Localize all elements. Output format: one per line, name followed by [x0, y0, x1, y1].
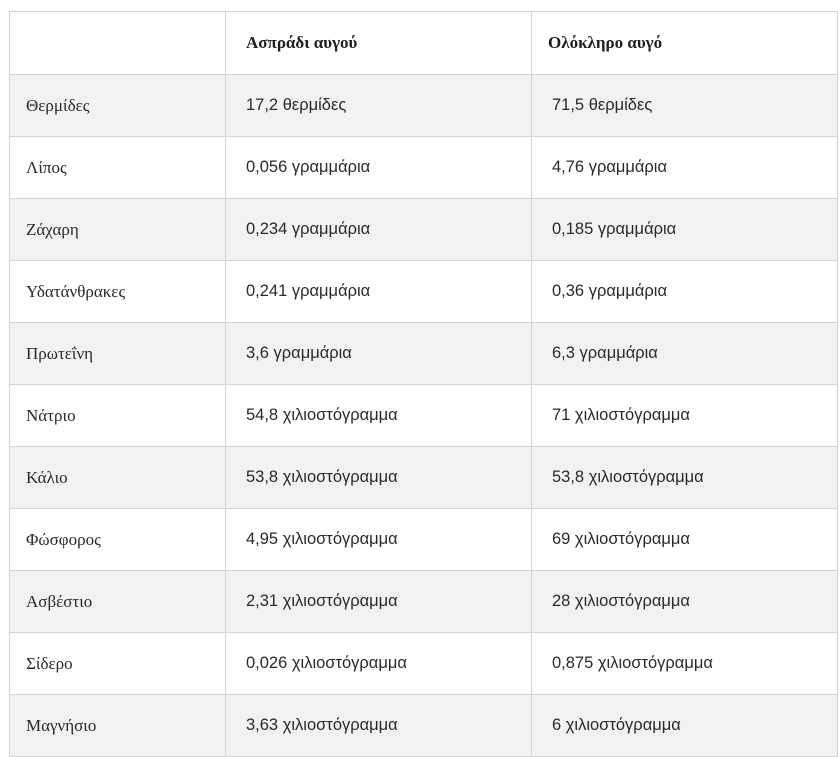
egg-white-value-cell: 17,2 θερμίδες [226, 75, 532, 137]
whole-egg-value-cell: 6,3 γραμμάρια [532, 323, 838, 385]
table-header-row [10, 12, 838, 75]
nutrition-comparison-table-wrapper [9, 11, 837, 751]
whole-egg-value-cell: 53,8 χιλιοστόγραμμα [532, 447, 838, 509]
table-row [10, 695, 838, 757]
nutrient-name-cell: Ζάχαρη [10, 199, 226, 261]
nutrition-comparison-table [9, 11, 838, 757]
whole-egg-value-cell: 4,76 γραμμάρια [532, 137, 838, 199]
whole-egg-value-cell: 28 χιλιοστόγραμμα [532, 571, 838, 633]
header-whole-egg: Ολόκληρο αυγό [532, 12, 838, 75]
whole-egg-value-cell: 71,5 θερμίδες [532, 75, 838, 137]
egg-white-value-cell: 0,056 γραμμάρια [226, 137, 532, 199]
whole-egg-value-cell: 69 χιλιοστόγραμμα [532, 509, 838, 571]
nutrient-name-cell: Σίδερο [10, 633, 226, 695]
whole-egg-value-cell: 6 χιλιοστόγραμμα [532, 695, 838, 757]
nutrient-name-cell: Νάτριο [10, 385, 226, 447]
egg-white-value-cell: 54,8 χιλιοστόγραμμα [226, 385, 532, 447]
table-row [10, 447, 838, 509]
table-row [10, 75, 838, 137]
whole-egg-value-cell: 71 χιλιοστόγραμμα [532, 385, 838, 447]
whole-egg-value-cell: 0,36 γραμμάρια [532, 261, 838, 323]
egg-white-value-cell: 0,026 χιλιοστόγραμμα [226, 633, 532, 695]
table-row [10, 261, 838, 323]
egg-white-value-cell: 3,6 γραμμάρια [226, 323, 532, 385]
whole-egg-value-cell: 0,185 γραμμάρια [532, 199, 838, 261]
nutrient-name-cell: Λίπος [10, 137, 226, 199]
nutrient-name-cell: Ασβέστιο [10, 571, 226, 633]
egg-white-value-cell: 0,234 γραμμάρια [226, 199, 532, 261]
nutrient-name-cell: Πρωτεΐνη [10, 323, 226, 385]
table-body [10, 75, 838, 757]
table-row [10, 571, 838, 633]
nutrient-name-cell: Υδατάνθρακες [10, 261, 226, 323]
nutrient-name-cell: Θερμίδες [10, 75, 226, 137]
nutrient-name-cell: Μαγνήσιο [10, 695, 226, 757]
table-row [10, 323, 838, 385]
egg-white-value-cell: 4,95 χιλιοστόγραμμα [226, 509, 532, 571]
egg-white-value-cell: 2,31 χιλιοστόγραμμα [226, 571, 532, 633]
nutrient-name-cell: Φώσφορος [10, 509, 226, 571]
egg-white-value-cell: 0,241 γραμμάρια [226, 261, 532, 323]
table-row [10, 509, 838, 571]
header-empty-cell [10, 12, 226, 75]
whole-egg-value-cell: 0,875 χιλιοστόγραμμα [532, 633, 838, 695]
table-row [10, 199, 838, 261]
table-row [10, 633, 838, 695]
nutrient-name-cell: Κάλιο [10, 447, 226, 509]
egg-white-value-cell: 53,8 χιλιοστόγραμμα [226, 447, 532, 509]
table-row [10, 137, 838, 199]
table-row [10, 385, 838, 447]
header-egg-white: Ασπράδι αυγού [226, 12, 532, 75]
egg-white-value-cell: 3,63 χιλιοστόγραμμα [226, 695, 532, 757]
